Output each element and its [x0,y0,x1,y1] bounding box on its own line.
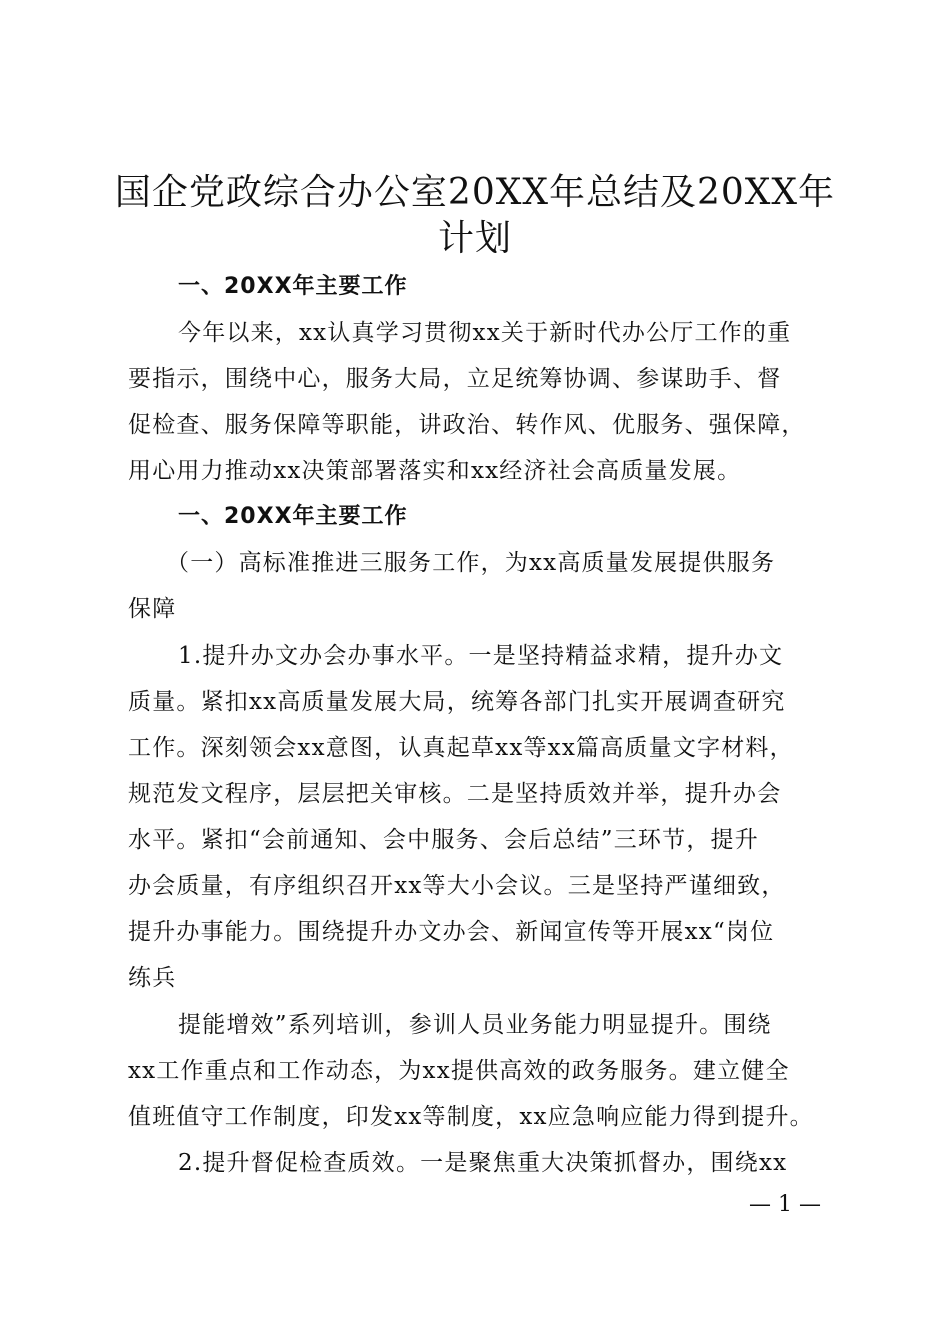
subsection-heading-continued: 保障 [128,596,177,622]
paragraph-line: 规范发文程序，层层把关审核。二是坚持质效并举，提升办会 [128,781,782,807]
paragraph-line: 质量。紧扣xx高质量发展大局，统筹各部门扎实开展调查研究 [128,689,786,715]
page-number: — 1 — [749,1192,821,1217]
paragraph-line: 2.提升督促检查质效。一是聚焦重大决策抓督办，围绕xx [178,1150,788,1176]
paragraph-line: 提能增效”系列培训，参训人员业务能力明显提升。围绕 [178,1012,772,1038]
paragraph-line: 1.提升办文办会办事水平。一是坚持精益求精，提升办文 [178,643,784,669]
document-title-line-2: 计划 [437,218,512,259]
subsection-heading: （一）高标准推进三服务工作，为xx高质量发展提供服务 [166,550,776,576]
section-heading-2: 一、20XX年主要工作 [178,504,408,529]
paragraph-line: 办会质量，有序组织召开xx等大小会议。三是坚持严谨细致， [128,873,786,899]
paragraph-line: 水平。紧扣“会前通知、会中服务、会后总结”三环节，提升 [128,827,759,853]
paragraph-line: 用心用力推动xx决策部署落实和xx经济社会高质量发展。 [128,458,742,484]
paragraph-line: xx工作重点和工作动态，为xx提供高效的政务服务。建立健全 [128,1058,790,1084]
paragraph-line: 工作。深刻领会xx意图，认真起草xx等xx篇高质量文字材料， [128,735,794,761]
document-title-line-1: 国企党政综合办公室20XX年总结及20XX年 [114,172,836,213]
paragraph-line: 要指示，围绕中心，服务大局，立足统筹协调、参谋助手、督 [128,366,782,392]
paragraph-line: 练兵 [128,965,177,991]
paragraph-line: 今年以来，xx认真学习贯彻xx关于新时代办公厅工作的重 [178,320,792,346]
paragraph-line: 值班值守工作制度，印发xx等制度，xx应急响应能力得到提升。 [128,1104,814,1130]
paragraph-line: 提升办事能力。围绕提升办文办会、新闻宣传等开展xx“岗位 [128,919,775,945]
section-heading-1: 一、20XX年主要工作 [178,274,408,299]
paragraph-line: 促检查、服务保障等职能，讲政治、转作风、优服务、强保障， [128,412,806,438]
